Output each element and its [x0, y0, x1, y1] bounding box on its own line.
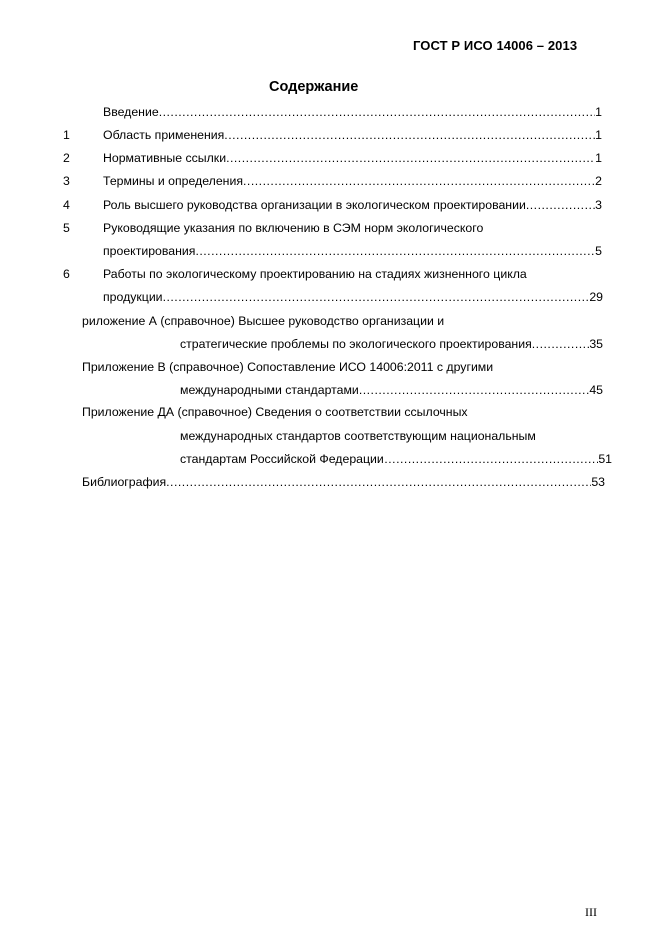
toc-leader-dots — [526, 197, 595, 213]
toc-entry-page: 51 — [598, 452, 612, 466]
toc-entry-text: Термины и определения — [103, 174, 243, 188]
toc-entry-number: 3 — [63, 174, 70, 188]
toc-entry-text: проектирования — [103, 244, 196, 258]
toc-entry-page: 1 — [595, 151, 602, 165]
toc-entry-page: 3 — [595, 198, 602, 212]
toc-leader-dots — [166, 474, 591, 490]
page-number: III — [585, 905, 597, 919]
toc-entry-text: стандартам Российской Федерации… — [180, 452, 397, 466]
toc-entry-normative-references — [103, 150, 602, 166]
toc-entry-text: Нормативные ссылки — [103, 151, 227, 165]
toc-leader-dots — [159, 104, 595, 120]
toc-entry-text: Приложение В (справочное) Сопоставление ИСО 14006:2011 с другими — [82, 360, 494, 374]
toc-entry-appendix-b — [180, 382, 603, 398]
toc-entry-page: 53 — [591, 475, 605, 489]
toc-entry-eco-design-activities — [103, 289, 603, 305]
toc-entry-text: Приложение ДА (справочное) Сведения о соответствии ссылочных — [82, 405, 468, 419]
toc-entry-page: 1 — [595, 105, 602, 119]
toc-title: Содержание — [269, 79, 359, 95]
toc-leader-dots — [396, 451, 598, 467]
toc-entry-page: 35 — [589, 337, 603, 351]
toc-entry-number: 2 — [63, 151, 70, 165]
toc-entry-page: 29 — [589, 290, 603, 304]
toc-entry-text: Область применения — [103, 128, 225, 142]
toc-entry-text: Работы по экологическому проектированию на стадиях жизненного цикла — [103, 267, 527, 281]
toc-entry-text: Библиография — [82, 475, 167, 489]
toc-entry-bibliography — [82, 474, 605, 490]
toc-entry-text: международных стандартов соответствующим национальным — [180, 429, 536, 443]
toc-entry-number: 1 — [63, 128, 70, 142]
toc-entry-number: 5 — [63, 221, 70, 235]
toc-leader-dots — [224, 127, 595, 143]
toc-entry-text: стратегические проблемы по экологического проектирования — [180, 337, 532, 351]
toc-entry-appendix-a — [180, 336, 603, 352]
toc-entry-top-management-role — [103, 197, 602, 213]
toc-entry-introduction — [103, 104, 602, 120]
toc-entry-text: международными стандартами — [180, 383, 359, 397]
toc-entry-number: 4 — [63, 198, 70, 212]
toc-entry-terms — [103, 173, 602, 189]
toc-entry-text: Введение — [103, 105, 159, 119]
toc-leader-dots — [163, 289, 590, 305]
toc-leader-dots — [195, 243, 595, 259]
toc-entry-number: 6 — [63, 267, 70, 281]
toc-entry-page: 2 — [595, 174, 602, 188]
document-code: ГОСТ Р ИСО 14006 – 2013 — [413, 38, 578, 53]
toc-leader-dots — [243, 173, 595, 189]
toc-entry-page: 45 — [589, 383, 603, 397]
toc-entry-page: 5 — [595, 244, 602, 258]
toc-entry-text: Руководящие указания по включению в СЭМ норм экологического — [103, 221, 484, 235]
toc-entry-text: продукции — [103, 290, 163, 304]
toc-leader-dots — [359, 382, 590, 398]
toc-leader-dots — [226, 150, 595, 166]
toc-entry-guidance — [103, 243, 602, 259]
toc-entry-page: 1 — [595, 128, 602, 142]
toc-entry-scope — [103, 127, 602, 143]
toc-entry-text: риложение А (справочное) Высшее руководство организации и — [82, 314, 445, 328]
toc-entry-text: Роль высшего руководства организации в экологическом проектировании — [103, 198, 526, 212]
toc-leader-dots — [532, 336, 590, 352]
toc-entry-appendix-da — [180, 451, 612, 467]
